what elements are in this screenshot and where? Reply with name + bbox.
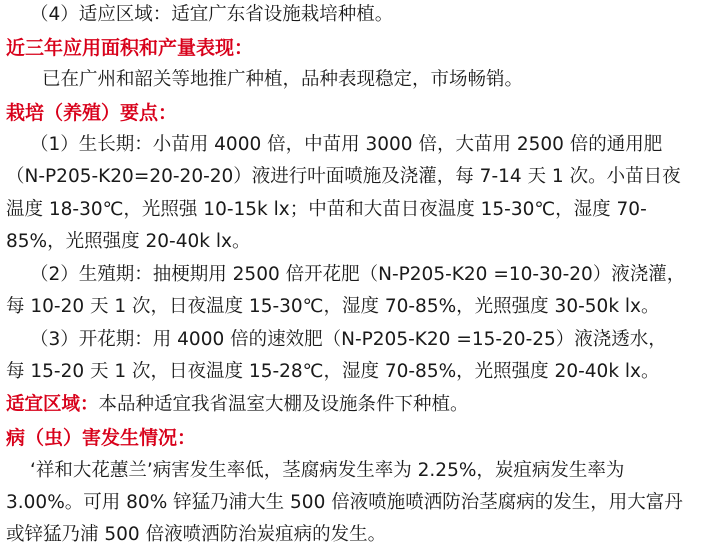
disease-text-line-2: 3.00%。可用 80% 锌猛乃浦大生 500 倍液喷施喷洒防治茎腐病的发生，用大富丹 bbox=[6, 492, 683, 513]
disease-text-line-1: ‘祥和大花蕙兰’病害发生率低，茎腐病发生率为 2.25%，炭疽病发生率为 bbox=[30, 460, 625, 481]
flowering-stage-line-1: （3）开花期：用 4000 倍的速效肥（N-P205-K20 =15-20-25）液浇透水， bbox=[30, 329, 667, 350]
suitable-region-line bbox=[6, 393, 722, 417]
section-heading-performance: 近三年应用面积和产量表现： bbox=[6, 37, 254, 59]
suitable-region-text: 本品种适宜我省温室大棚及设施条件下种植。 bbox=[98, 394, 469, 415]
growth-stage-line-3: 温度 18-30℃，光照强 10-15k lx；中苗和大苗日夜温度 15-30℃，湿度 70- bbox=[6, 199, 647, 220]
reproductive-stage-line-1: （2）生殖期：抽梗期用 2500 倍开花肥（N-P205-K20 =10-30-20）液浇灌， bbox=[30, 264, 686, 285]
adaptation-region-line: （4）适应区域：适宜广东省设施栽培种植。 bbox=[30, 4, 394, 25]
performance-text: 已在广州和韶关等地推广种植，品种表现稳定，市场畅销。 bbox=[42, 69, 524, 90]
growth-stage-line-1: （1）生长期：小苗用 4000 倍，中苗用 3000 倍，大苗用 2500 倍的通用肥 bbox=[30, 134, 663, 155]
growth-stage-line-4: 85%，光照强度 20-40k lx。 bbox=[6, 231, 251, 252]
section-heading-suitable-region: 适宜区域： bbox=[6, 394, 99, 415]
section-heading-cultivation: 栽培（养殖）要点： bbox=[6, 102, 178, 124]
disease-text-line-3: 或锌猛乃浦 500 倍液喷洒防治炭疽病的发生。 bbox=[6, 524, 387, 545]
section-heading-disease: 病（虫）害发生情况： bbox=[6, 427, 197, 449]
reproductive-stage-line-2: 每 10-20 天 1 次，日夜温度 15-30℃，湿度 70-85%，光照强度 30-50k lx。 bbox=[6, 296, 660, 317]
growth-stage-line-2: （N-P205-K20=20-20-20）液进行叶面喷施及浇灌，每 7-14 天 1 次。小苗日夜 bbox=[6, 166, 681, 187]
flowering-stage-line-2: 每 15-20 天 1 次，日夜温度 15-28℃，湿度 70-85%，光照强度 20-40k lx。 bbox=[6, 361, 660, 382]
